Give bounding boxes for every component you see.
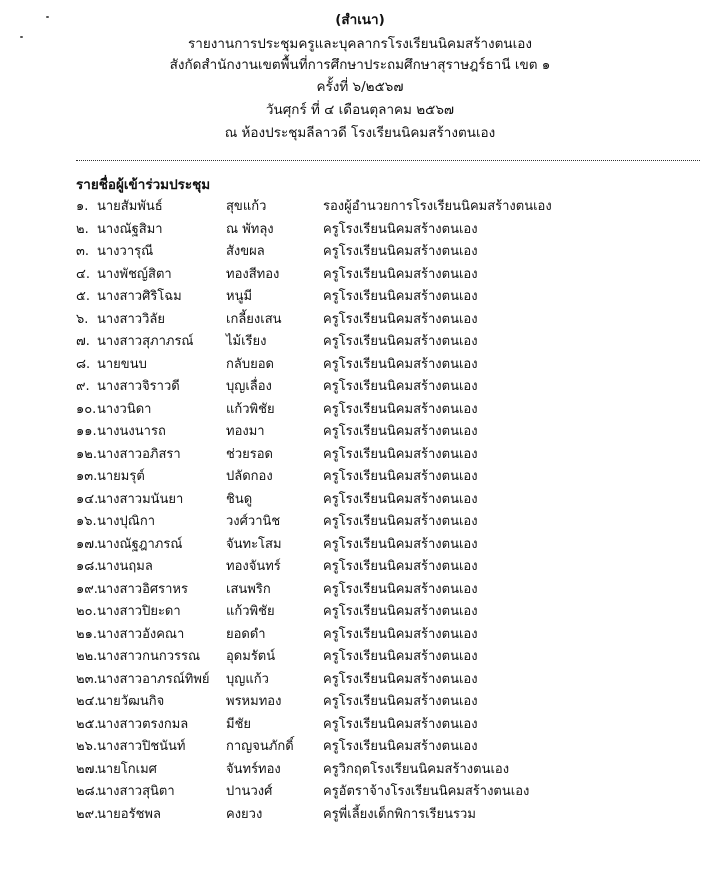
attendee-last-name: พรหมทอง [226,694,282,709]
attendee-first-name: นางสาวจิราวดี [97,379,180,394]
attendee-last-name: ทองจันทร์ [226,559,281,574]
attendee-number: ๘. [76,356,91,372]
attendee-first-name: นางณัฐสิมา [97,221,163,237]
attendee-last-name: ทองสีทอง [226,266,280,282]
attendee-position: ครูโรงเรียนนิคมสร้างตนเอง [323,694,478,709]
attendee-last-name: วงศ์วานิช [226,514,281,529]
attendee-last-name: อุดมรัตน์ [226,649,276,664]
attendee-first-name: นายมรุต์ [97,469,145,484]
attendee-last-name: แก้วพิชัย [226,401,275,417]
affiliation-line: สังกัดสำนักงานเขตพื้นที่การศึกษาประถมศึกษาสุราษฎร์ธานี เขต ๑ [169,57,551,73]
attendee-number: ๑๓. [76,469,98,484]
attendee-position: ครูโรงเรียนนิคมสร้างตนเอง [323,401,478,417]
attendee-position: ครูโรงเรียนนิคมสร้างตนเอง [323,604,478,619]
attendee-position: ครูโรงเรียนนิคมสร้างตนเอง [323,559,478,574]
attendee-last-name: บุญเลื่อง [226,379,272,394]
date-line: วันศุกร์ ที่ ๔ เดือนตุลาคม ๒๕๖๗ [265,102,455,118]
attendee-row [0,781,720,803]
attendee-number: ๒๐. [76,604,97,619]
attendee-number: ๔. [76,266,90,282]
attendee-position: ครูโรงเรียนนิคมสร้างตนเอง [323,379,478,394]
attendee-position: ครูโรงเรียนนิคมสร้างตนเอง [323,716,478,732]
attendee-position: ครูโรงเรียนนิคมสร้างตนเอง [323,514,478,529]
attendee-first-name: นายขนบ [97,356,147,372]
attendee-last-name: จันทร์ทอง [226,761,281,777]
attendee-first-name: นางณัฐฎาภรณ์ [97,536,183,552]
attendee-number: ๑๙. [76,581,98,597]
attendee-first-name: นางนงนารถ [97,424,166,439]
attendee-last-name: คงยวง [226,806,263,822]
attendee-number: ๑๔. [76,491,99,507]
attendee-position: ครูวิกฤตโรงเรียนนิคมสร้างตนเอง [323,761,510,777]
attendee-position: ครูอัตราจ้างโรงเรียนนิคมสร้างตนเอง [323,784,530,799]
attendee-position: ครูโรงเรียนนิคมสร้างตนเอง [323,581,478,597]
session-line: ครั้งที่ ๖/๒๕๖๗ [316,79,404,95]
attendee-first-name: นางสาวสุนิตา [97,784,175,799]
attendee-number: ๒๗. [76,761,99,777]
attendee-position: ครูโรงเรียนนิคมสร้างตนเอง [323,739,478,754]
attendee-position: ครูโรงเรียนนิคมสร้างตนเอง [323,649,478,664]
attendee-position: ครูโรงเรียนนิคมสร้างตนเอง [323,491,478,507]
attendee-row [0,691,720,713]
attendee-row [0,331,720,353]
attendee-last-name: ปลัดกอง [226,469,273,484]
attendee-position: ครูโรงเรียนนิคมสร้างตนเอง [323,536,478,552]
attendee-position: ครูโรงเรียนนิคมสร้างตนเอง [323,626,478,642]
attendee-number: ๓. [76,244,90,259]
attendee-row [0,804,720,826]
attendee-first-name: นางสาวตรงกมล [97,716,189,732]
attendee-first-name: นายอรัชพล [97,806,161,822]
attendee-number: ๑๐. [76,401,97,417]
attendee-number: ๑๑. [76,424,97,439]
attendee-number: ๑๒. [76,446,97,462]
attendee-row [0,534,720,556]
attendee-row [0,669,720,691]
attendee-number: ๒๓. [76,671,98,687]
attendee-row [0,646,720,668]
attendee-row [0,309,720,331]
attendee-last-name: ช่วยรอด [226,446,273,462]
attendee-number: ๒๘. [76,784,99,799]
attendee-row [0,556,720,578]
attendee-position: ครูโรงเรียนนิคมสร้างตนเอง [323,221,478,237]
attendee-position: รองผู้อำนวยการโรงเรียนนิคมสร้างตนเอง [323,199,552,214]
venue-line: ณ ห้องประชุมลีลาวดี โรงเรียนนิคมสร้างตนเอง [224,125,496,141]
attendee-row [0,579,720,601]
attendee-first-name: นางพัชญ์สิตา [97,266,172,282]
attendee-first-name: นางสาววิลัย [97,311,165,327]
attendee-first-name: นางสาวศิริโฉม [97,289,182,304]
attendee-first-name: นายสัมพันธ์ [97,199,163,214]
attendees-heading: รายชื่อผู้เข้าร่วมประชุม [76,177,211,193]
attendee-position: ครูโรงเรียนนิคมสร้างตนเอง [323,424,478,439]
attendee-first-name: นางสาวปิชนันท์ [97,739,186,754]
attendee-number: ๑. [76,199,89,214]
attendee-last-name: มีชัย [226,716,252,732]
report-title: รายงานการประชุมครูและบุคลากรโรงเรียนนิคมสร้างตนเอง [188,36,532,52]
attendee-row [0,286,720,308]
attendee-position: ครูโรงเรียนนิคมสร้างตนเอง [323,334,478,349]
attendee-first-name: นางวนิดา [97,401,152,417]
attendee-last-name: ไม้เรียง [226,334,267,349]
attendee-first-name: นางปุณิกา [97,514,156,529]
attendee-first-name: นางวารุณี [97,244,154,259]
attendee-row [0,241,720,263]
attendee-number: ๗. [76,334,90,349]
attendee-row [0,196,720,218]
attendee-row [0,624,720,646]
attendee-first-name: นายโกเมศ [97,761,157,777]
attendee-position: ครูโรงเรียนนิคมสร้างตนเอง [323,469,478,484]
attendee-last-name: ทองมา [226,424,265,439]
attendee-position: ครูโรงเรียนนิคมสร้างตนเอง [323,289,478,304]
attendee-last-name: เสนพริก [226,581,271,597]
attendee-row [0,399,720,421]
attendee-last-name: ณ พัทลุง [226,221,274,237]
attendee-position: ครูพี่เลี้ยงเด็กพิการเรียนรวม [323,806,476,822]
attendee-row [0,511,720,533]
attendee-first-name: นางสาวอาภรณ์ทิพย์ [97,671,210,687]
attendee-last-name: จันทะโสม [226,536,282,552]
attendee-last-name: เกลี้ยงเสน [226,311,282,327]
attendee-first-name: นางสาวมนันยา [97,491,184,507]
attendee-row [0,376,720,398]
attendee-last-name: ปานวงศ์ [226,784,273,799]
attendee-first-name: นายวัฒนกิจ [97,694,165,709]
attendee-first-name: นางสาวอภิสรา [97,446,181,462]
attendee-last-name: ยอดดำ [226,626,266,642]
attendee-number: ๒. [76,221,89,237]
attendee-first-name: นางสาวสุภาภรณ์ [97,334,194,349]
attendee-last-name: บุญแก้ว [226,671,269,687]
attendee-row [0,601,720,623]
attendee-position: ครูโรงเรียนนิคมสร้างตนเอง [323,356,478,372]
attendee-number: ๙. [76,379,90,394]
attendee-row [0,466,720,488]
attendee-position: ครูโรงเรียนนิคมสร้างตนเอง [323,446,478,462]
attendee-last-name: สุขแก้ว [226,199,267,214]
scan-speck [20,36,23,38]
attendee-number: ๑๘. [76,559,99,574]
attendee-row [0,759,720,781]
attendee-row [0,489,720,511]
attendee-number: ๕. [76,289,90,304]
attendee-last-name: หนูมี [226,289,253,304]
attendee-last-name: กลับยอด [226,356,274,372]
attendee-number: ๒๙. [76,806,99,822]
attendee-row [0,421,720,443]
attendee-position: ครูโรงเรียนนิคมสร้างตนเอง [323,311,478,327]
attendee-first-name: นางสาวปิยะดา [97,604,181,619]
attendee-number: ๒๒. [76,649,98,664]
attendee-number: ๒๑. [76,626,97,642]
attendee-number: ๑๗. [76,536,99,552]
attendee-row [0,714,720,736]
dotted-divider [76,160,700,161]
attendee-first-name: นางสาวอิศราหร [97,581,188,597]
attendee-row [0,736,720,758]
attendee-first-name: นางสาวกนกวรรณ [97,649,201,664]
attendee-row [0,444,720,466]
attendee-first-name: นางนฤมล [97,559,153,574]
attendee-number: ๒๕. [76,716,99,732]
attendee-row [0,219,720,241]
attendee-last-name: แก้วพิชัย [226,604,275,619]
attendee-position: ครูโรงเรียนนิคมสร้างตนเอง [323,244,478,259]
attendee-last-name: กาญจนภักดิ์ [226,739,294,754]
attendee-row [0,354,720,376]
attendee-number: ๑๖. [76,514,97,529]
attendee-position: ครูโรงเรียนนิคมสร้างตนเอง [323,671,478,687]
attendee-number: ๒๔. [76,694,99,709]
attendee-number: ๒๖. [76,739,97,754]
attendee-first-name: นางสาวอังคณา [97,626,185,642]
copy-mark: (สำเนา) [335,12,385,28]
attendee-last-name: สังขผล [226,244,265,259]
attendee-number: ๖. [76,311,89,327]
attendee-row [0,264,720,286]
attendee-last-name: ชินดู [226,491,253,507]
attendee-position: ครูโรงเรียนนิคมสร้างตนเอง [323,266,478,282]
